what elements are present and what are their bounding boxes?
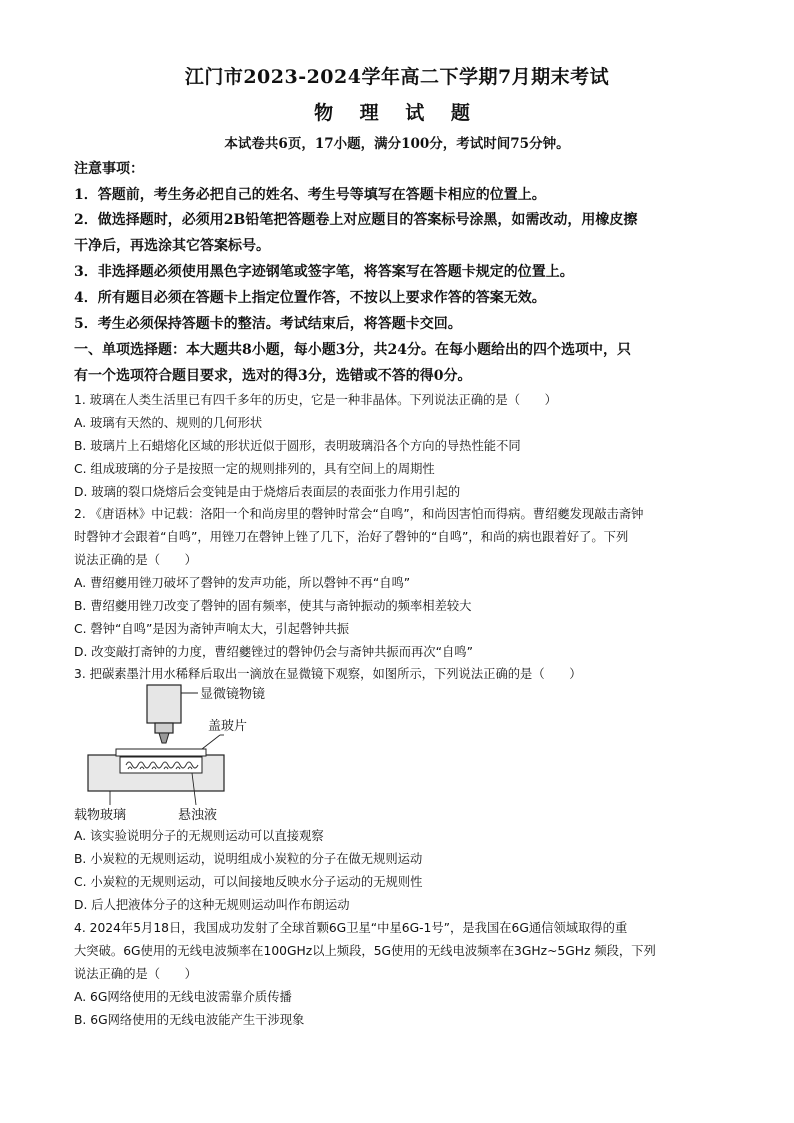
q4-option-b: B. 6G网络使用的无线电波能产生干涉现象	[74, 1013, 305, 1027]
objective-neck	[155, 723, 173, 733]
section-heading-line-1: 一、单项选择题：本大题共8小题，每小题3分，共24分。在每小题给出的四个选项中，只	[74, 342, 631, 358]
exam-title: 江门市2023-2024学年高二下学期7月期末考试	[184, 66, 610, 88]
cover-label: 盖玻片	[208, 719, 248, 734]
microscope-figure	[74, 683, 314, 823]
objective-tip	[159, 733, 169, 743]
liquid-label: 悬浊液	[178, 808, 218, 823]
notice-heading: 注意事项：	[74, 161, 144, 177]
q3-option-d: D. 后人把液体分子的这种无规则运动叫作布朗运动	[74, 898, 350, 912]
q3-option-c: C. 小炭粒的无规则运动，可以间接地反映水分子运动的无规则性	[74, 875, 423, 889]
q2-option-b: B. 曹绍夔用锉刀改变了磬钟的固有频率，使其与斋钟振动的频率相差较大	[74, 599, 472, 613]
q1-option-d: D. 玻璃的裂口烧熔后会变钝是由于烧熔后表面层的表面张力作用引起的	[74, 485, 461, 499]
exam-info: 本试卷共6页，17小题，满分100分，考试时间75分钟。	[224, 136, 570, 152]
notice-item: 3．非选择题必须使用黑色字迹钢笔或签字笔，将答案写在答题卡规定的位置上。	[74, 264, 574, 280]
q4-stem-line: 大突破。6G使用的无线电波频率在100GHz以上频段，5G使用的无线电波频率在3GHz~5GHz 频段，下列	[74, 944, 656, 958]
q3-option-a: A. 该实验说明分子的无规则运动可以直接观察	[74, 829, 324, 843]
q3-option-b: B. 小炭粒的无规则运动，说明组成小炭粒的分子在做无规则运动	[74, 852, 423, 866]
slide-label: 载物玻璃	[74, 808, 127, 823]
q4-option-a: A. 6G网络使用的无线电波需靠介质传播	[74, 990, 292, 1004]
notice-item: 2．做选择题时，必须用2B铅笔把答题卷上对应题目的答案标号涂黑，如需改动，用橡皮擦	[74, 212, 638, 228]
notice-item: 干净后，再选涂其它答案标号。	[74, 238, 270, 254]
q2-stem-line: 2. 《唐语林》中记载：洛阳一个和尚房里的磬钟时常会“自鸣”，和尚因害怕而得病。曹绍夔发现敲击斋钟	[74, 507, 644, 521]
cover-glass	[116, 749, 206, 756]
q1-stem: 1. 玻璃在人类生活里已有四千多年的历史，它是一种非晶体。下列说法正确的是（ ）	[74, 393, 557, 407]
section-heading-line-2: 有一个选项符合题目要求，选对的得3分，选错或不答的得0分。	[74, 368, 472, 384]
objective-label: 显微镜物镜	[200, 687, 266, 702]
notice-item: 1．答题前，考生务必把自己的姓名、考生号等填写在答题卡相应的位置上。	[74, 187, 546, 203]
notice-item: 4．所有题目必须在答题卡上指定位置作答，不按以上要求作答的答案无效。	[74, 290, 546, 306]
q2-option-c: C. 磬钟“自鸣”是因为斋钟声响太大，引起磬钟共振	[74, 622, 350, 636]
q1-option-a: A. 玻璃有天然的、规则的几何形状	[74, 416, 263, 430]
q4-stem-line: 说法正确的是（ ）	[74, 967, 197, 981]
objective-body	[147, 685, 181, 723]
q2-stem-line: 时磬钟才会跟着“自鸣”，用锉刀在磬钟上锉了几下，治好了磬钟的“自鸣”，和尚的病也跟着好了。下列	[74, 530, 629, 544]
q1-option-c: C. 组成玻璃的分子是按照一定的规则排列的，具有空间上的周期性	[74, 462, 435, 476]
q4-stem-line: 4. 2024年5月18日，我国成功发射了全球首颗6G卫星“中星6G-1号”，是我国在6G通信领域取得的重	[74, 921, 628, 935]
q2-option-a: A. 曹绍夔用锉刀破坏了磬钟的发声功能，所以磬钟不再“自鸣”	[74, 576, 411, 590]
q2-option-d: D. 改变敲打斋钟的力度，曹绍夔锉过的磬钟仍会与斋钟共振而再次“自鸣”	[74, 645, 473, 659]
cover-leader	[202, 735, 220, 749]
exam-subject: 物 理 试 题	[314, 102, 480, 124]
q2-stem-line: 说法正确的是（ ）	[74, 553, 197, 567]
notice-item: 5．考生必须保持答题卡的整洁。考试结束后，将答题卡交回。	[74, 316, 462, 332]
q1-option-b: B. 玻璃片上石蜡熔化区域的形状近似于圆形，表明玻璃沿各个方向的导热性能不同	[74, 439, 521, 453]
q3-stem: 3. 把碳素墨汁用水稀释后取出一滴放在显微镜下观察，如图所示，下列说法正确的是（ ）	[74, 667, 582, 681]
